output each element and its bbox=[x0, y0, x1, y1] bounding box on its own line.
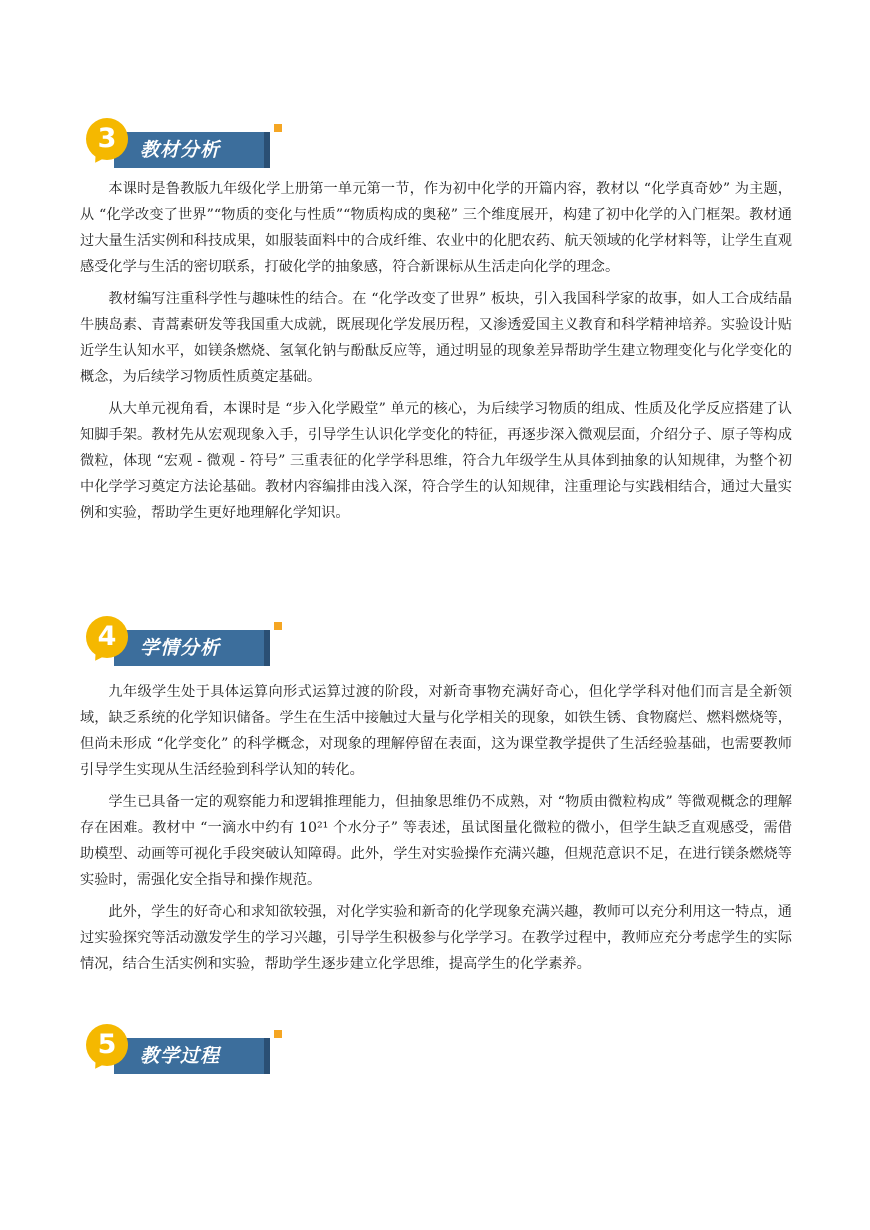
paragraph: 学生已具备一定的观察能力和逻辑推理能力，但抽象思维仍不成熟，对 “物质由微粒构成” 等微观概念的理解存在困难。教材中 “一滴水中约有 10²¹ 个水分子” 等表述，虽试图量化微粒的微小，但学生缺乏直观感受，需借助模型、动画等可视化手段突破认知障碍。此外，学生对实验操作充满兴趣，但规范意识不足，在进行镁条燃烧等实验时，需强化安全指导和操作规范。 bbox=[80, 794, 792, 888]
paragraph: 此外，学生的好奇心和求知欲较强，对化学实验和新奇的化学现象充满兴趣，教师可以充分利用这一特点，通过实验探究等活动激发学生的学习兴趣，引导学生积极参与化学学习。在教学过程中，教师应充分考虑学生的实际情况，结合生活实例和实验，帮助学生逐步建立化学思维，提高学生的化学素养。 bbox=[80, 904, 792, 972]
section-heading-3 bbox=[86, 118, 286, 170]
heading-banner-edge bbox=[264, 630, 270, 666]
heading-accent-square bbox=[274, 622, 282, 630]
heading-banner-edge bbox=[264, 132, 270, 168]
section-heading-4 bbox=[86, 616, 286, 668]
section-body-4 bbox=[80, 679, 792, 977]
section-title: 教学过程 bbox=[140, 1045, 221, 1067]
section-heading-5 bbox=[86, 1024, 286, 1076]
paragraph: 从大单元视角看，本课时是 “步入化学殿堂” 单元的核心，为后续学习物质的组成、性质及化学反应搭建了认知脚手架。教材先从宏观现象入手，引导学生认识化学变化的特征，再逐步深入微观层面，介绍分子、原子等构成微粒，体现 “宏观 - 微观 - 符号” 三重表征的化学学科思维，符合九年级学生从具体到抽象的认知规律，为整个初中化学学习奠定方法论基础。教材内容编排由浅入深，符合学生的认知规律，注重理论与实践相结合，通过大量实例和实验，帮助学生更好地理解化学知识。 bbox=[80, 401, 792, 521]
heading-banner-edge bbox=[264, 1038, 270, 1074]
heading-accent-square bbox=[274, 1030, 282, 1038]
section-number-badge: 5 bbox=[86, 1024, 128, 1066]
heading-accent-square bbox=[274, 124, 282, 132]
section-number-badge: 3 bbox=[86, 118, 128, 160]
section-title: 学情分析 bbox=[140, 637, 221, 659]
paragraph: 教材编写注重科学性与趣味性的结合。在 “化学改变了世界” 板块，引入我国科学家的故事，如人工合成结晶牛胰岛素、青蒿素研发等我国重大成就，既展现化学发展历程，又渗透爱国主义教育和科学精神培养。实验设计贴近学生认知水平，如镁条燃烧、氢氧化钠与酚酞反应等，通过明显的现象差异帮助学生建立物理变化与化学变化的概念，为后续学习物质性质奠定基础。 bbox=[80, 291, 792, 385]
section-number-badge: 4 bbox=[86, 616, 128, 658]
section-title: 教材分析 bbox=[140, 139, 221, 161]
paragraph: 本课时是鲁教版九年级化学上册第一单元第一节，作为初中化学的开篇内容，教材以 “化学真奇妙” 为主题，从 “化学改变了世界”“物质的变化与性质”“物质构成的奥秘” 三个维度展开，构建了初中化学的入门框架。教材通过大量生活实例和科技成果，如服装面料中的合成纤维、农业中的化肥农药、航天领域的化学材料等，让学生直观感受化学与生活的密切联系，打破化学的抽象感，符合新课标从生活走向化学的理念。 bbox=[80, 181, 792, 275]
paragraph: 九年级学生处于具体运算向形式运算过渡的阶段，对新奇事物充满好奇心，但化学学科对他们而言是全新领域，缺乏系统的化学知识储备。学生在生活中接触过大量与化学相关的现象，如铁生锈、食物腐烂、燃料燃烧等，但尚未形成 “化学变化” 的科学概念，对现象的理解停留在表面，这为课堂教学提供了生活经验基础，也需要教师引导学生实现从生活经验到科学认知的转化。 bbox=[80, 684, 792, 778]
section-body-3 bbox=[80, 176, 792, 526]
